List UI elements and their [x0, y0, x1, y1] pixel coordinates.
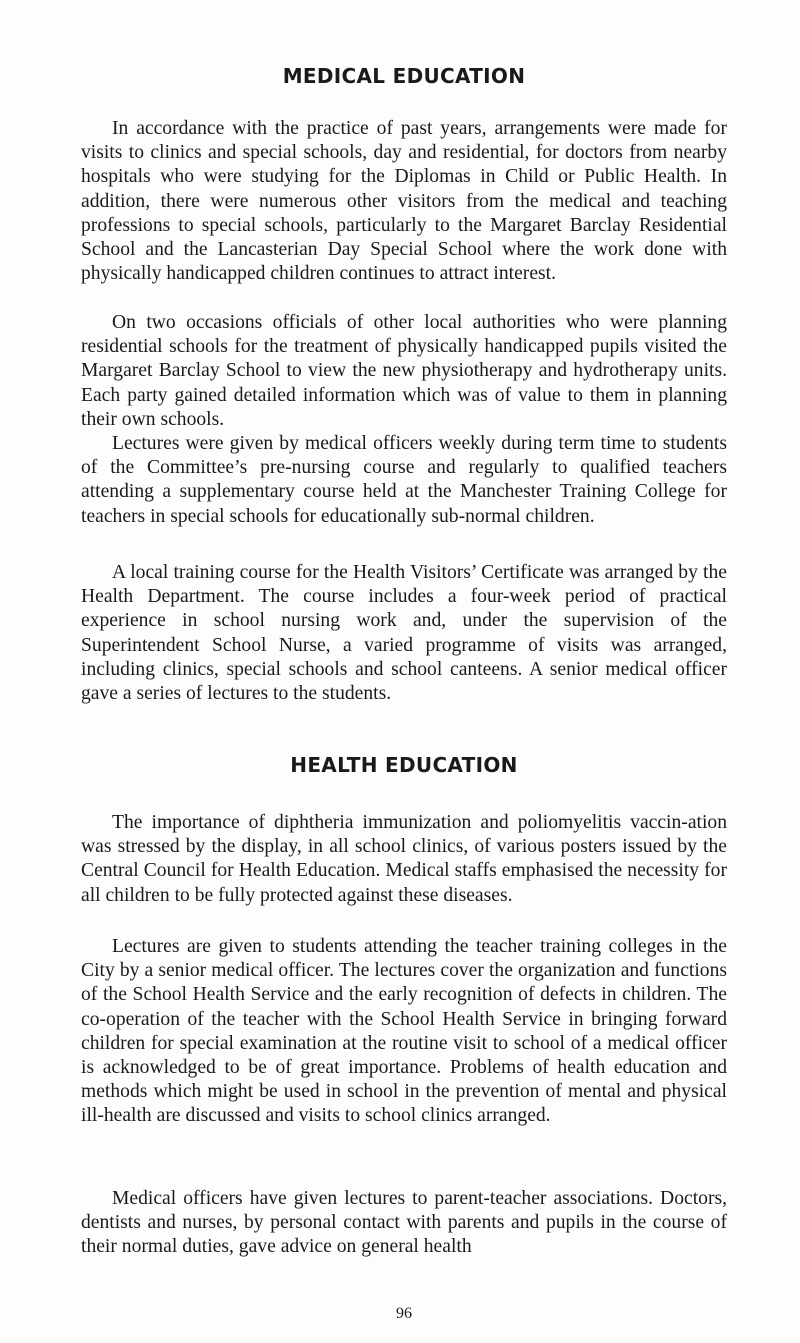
- section-heading-health-education: HEALTH EDUCATION: [290, 753, 518, 777]
- paragraph: In accordance with the practice of past years, arrangements were made for visits to clinics and special schools, day and residential, for doctors from nearby hospitals who were studying for the Diplomas in Child or Public Health. In addition, there were numerous other visitors from the medical and teaching professions to special schools, particularly to the Margaret Barclay Residential School and the Lancasterian Day Special School where the work done with physically handicapped children continues to attract interest.: [81, 118, 727, 285]
- paragraph: Lectures were given by medical officers weekly during term time to students of the Committee’s pre-nursing course and regularly to qualified teachers attending a supplementary course held at the Manchester Training College for teachers in special schools for educationally sub-normal children.: [81, 433, 727, 527]
- paragraph: Medical officers have given lectures to parent-teacher associations. Doctors, dentists and nurses, by personal contact with parents and pupils in the course of their normal duties, gave advice on general health: [81, 1188, 727, 1258]
- paragraph: On two occasions officials of other local authorities who were planning residential schools for the treatment of physically handicapped pupils visited the Margaret Barclay School to view the new physiotherapy and hydrotherapy units. Each party gained detailed information which was of value to them in planning their own schools.: [81, 312, 727, 430]
- section-heading-medical-education: MEDICAL EDUCATION: [282, 64, 526, 88]
- paragraph: The importance of diphtheria immunization and poliomyelitis vaccin-ation was stressed by the display, in all school clinics, of various posters issued by the Central Council for Health Education. Medical staffs emphasised the necessity for all children to be fully protected against these diseases.: [81, 812, 727, 906]
- paragraph: Lectures are given to students attending the teacher training colleges in the City by a senior medical officer. The lectures cover the organization and functions of the School Health Service and the early recognition of defects in children. The co-operation of the teacher with the School Health Service in bringing forward children for special examination at the routine visit to school of a medical officer is acknowledged to be of great importance. Problems of health education and methods which might be used in school in the prevention of mental and physical ill-health are discussed and visits to school clinics arranged.: [81, 936, 727, 1127]
- page-number: 96: [396, 1305, 412, 1322]
- paragraph: A local training course for the Health Visitors’ Certificate was arranged by the Health Department. The course includes a four-week period of practical experience in school nursing work and, under the supervision of the Superintendent School Nurse, a varied programme of visits was arranged, including clinics, special schools and school canteens. A senior medical officer gave a series of lectures to the students.: [81, 562, 727, 705]
